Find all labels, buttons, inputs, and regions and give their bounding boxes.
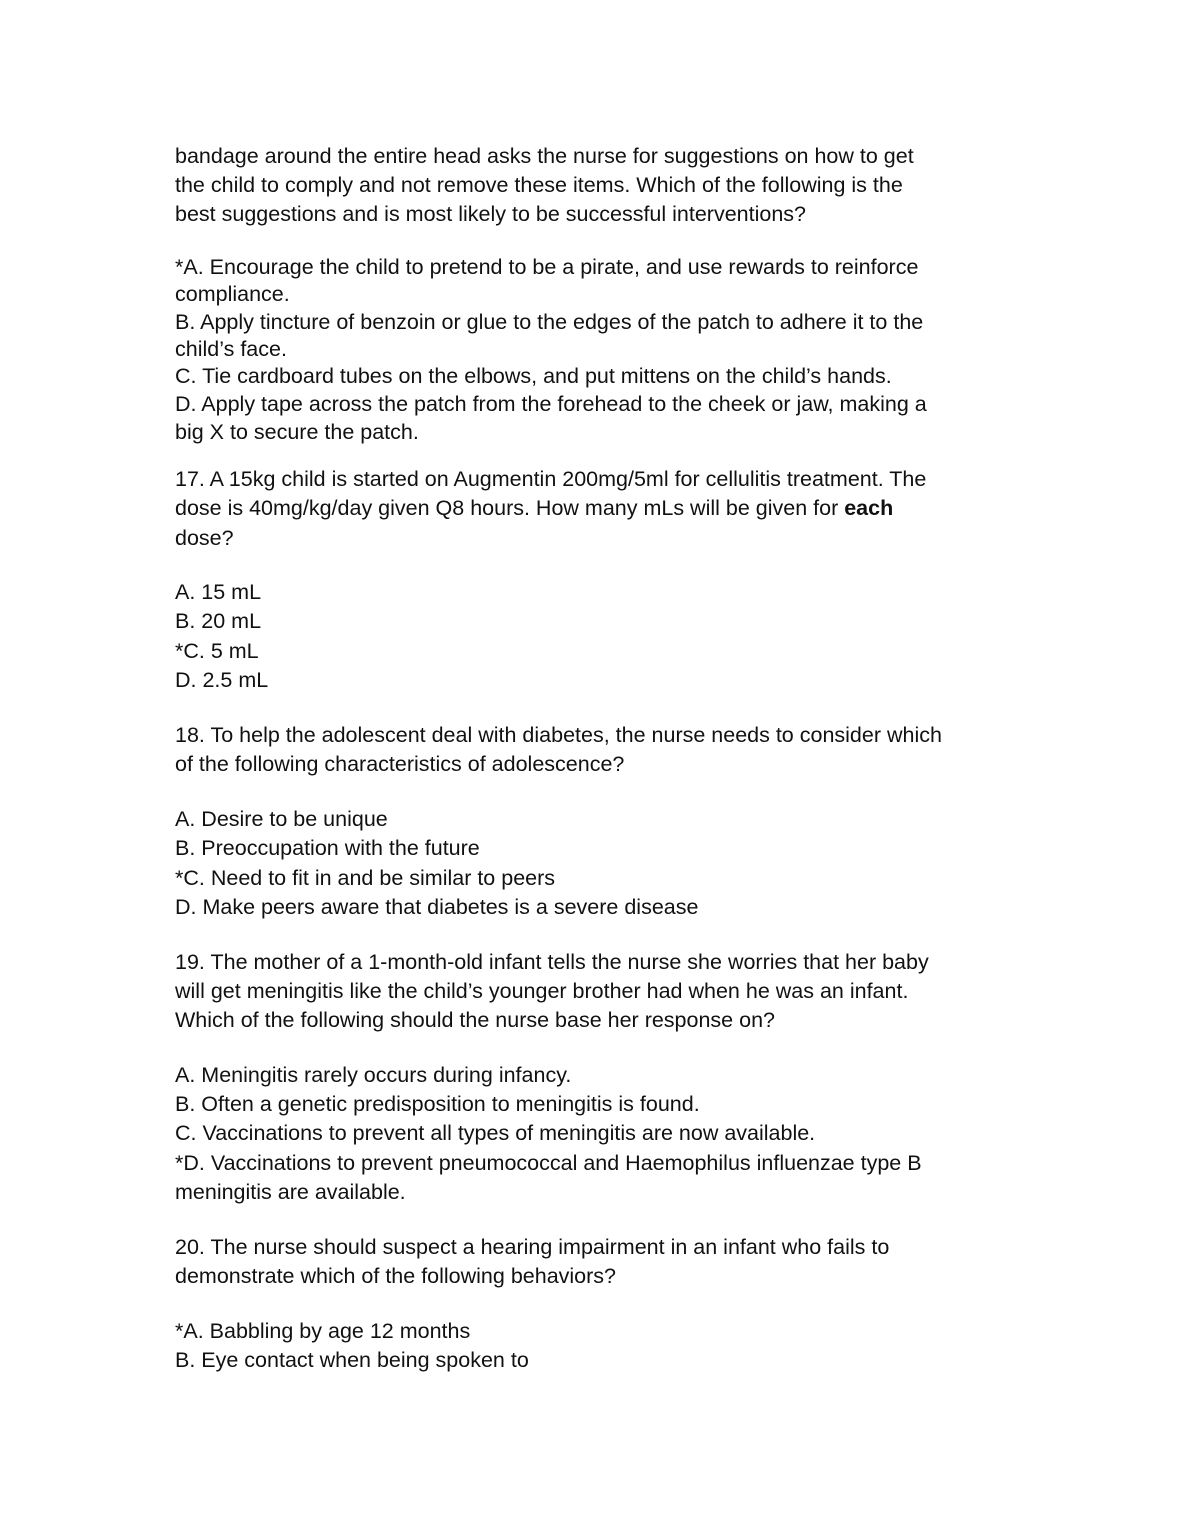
question-17-text-part: dose is 40mg/kg/day given Q8 hours. How many mLs will be given for xyxy=(175,496,845,520)
question-19-text: will get meningitis like the child’s younger brother had when he was an infant. xyxy=(175,979,909,1003)
answer-option: *A. Babbling by age 12 months xyxy=(175,1319,471,1343)
answer-option: A. 15 mL xyxy=(175,580,262,604)
question-18-text: of the following characteristics of adolescence? xyxy=(175,752,625,776)
question-19-text: 19. The mother of a 1-month-old infant tells the nurse she worries that her baby xyxy=(175,950,929,974)
answer-option: meningitis are available. xyxy=(175,1180,406,1204)
answer-option: *C. Need to fit in and be similar to peers xyxy=(175,866,556,890)
answer-option: *C. 5 mL xyxy=(175,639,259,663)
question-17-text: 17. A 15kg child is started on Augmentin 200mg/5ml for cellulitis treatment. The xyxy=(175,467,927,491)
answer-option: C. Vaccinations to prevent all types of meningitis are now available. xyxy=(175,1121,816,1145)
answer-option: B. Eye contact when being spoken to xyxy=(175,1348,529,1372)
answer-option: B. Often a genetic predisposition to meningitis is found. xyxy=(175,1092,700,1116)
answer-option: A. Meningitis rarely occurs during infancy. xyxy=(175,1063,572,1087)
answer-option: D. 2.5 mL xyxy=(175,668,269,692)
answer-option: B. Preoccupation with the future xyxy=(175,836,480,860)
answer-option: B. Apply tincture of benzoin or glue to the edges of the patch to adhere it to the xyxy=(175,310,924,334)
answer-option: D. Make peers aware that diabetes is a severe disease xyxy=(175,895,699,919)
answer-option: D. Apply tape across the patch from the forehead to the cheek or jaw, making a xyxy=(175,392,927,416)
answer-option: *D. Vaccinations to prevent pneumococcal and Haemophilus influenzae type B xyxy=(175,1151,922,1175)
answer-option: compliance. xyxy=(175,282,290,306)
answer-option: child’s face. xyxy=(175,337,287,361)
question-text-line: best suggestions and is most likely to be successful interventions? xyxy=(175,202,806,226)
question-20-text: 20. The nurse should suspect a hearing impairment in an infant who fails to xyxy=(175,1235,890,1259)
question-text-line: bandage around the entire head asks the nurse for suggestions on how to get xyxy=(175,144,914,168)
question-18-text: 18. To help the adolescent deal with diabetes, the nurse needs to consider which xyxy=(175,723,942,747)
question-19-text: Which of the following should the nurse base her response on? xyxy=(175,1008,775,1032)
answer-option: A. Desire to be unique xyxy=(175,807,388,831)
answer-option: *A. Encourage the child to pretend to be a pirate, and use rewards to reinforce xyxy=(175,255,919,279)
question-text-line: the child to comply and not remove these items. Which of the following is the xyxy=(175,173,903,197)
emphasis-each: each xyxy=(844,496,894,520)
question-20-text: demonstrate which of the following behaviors? xyxy=(175,1264,617,1288)
answer-option: big X to secure the patch. xyxy=(175,420,419,444)
question-17-text: dose? xyxy=(175,526,234,550)
question-17-text xyxy=(175,494,893,522)
answer-option: C. Tie cardboard tubes on the elbows, and put mittens on the child’s hands. xyxy=(175,364,892,388)
answer-option: B. 20 mL xyxy=(175,609,262,633)
